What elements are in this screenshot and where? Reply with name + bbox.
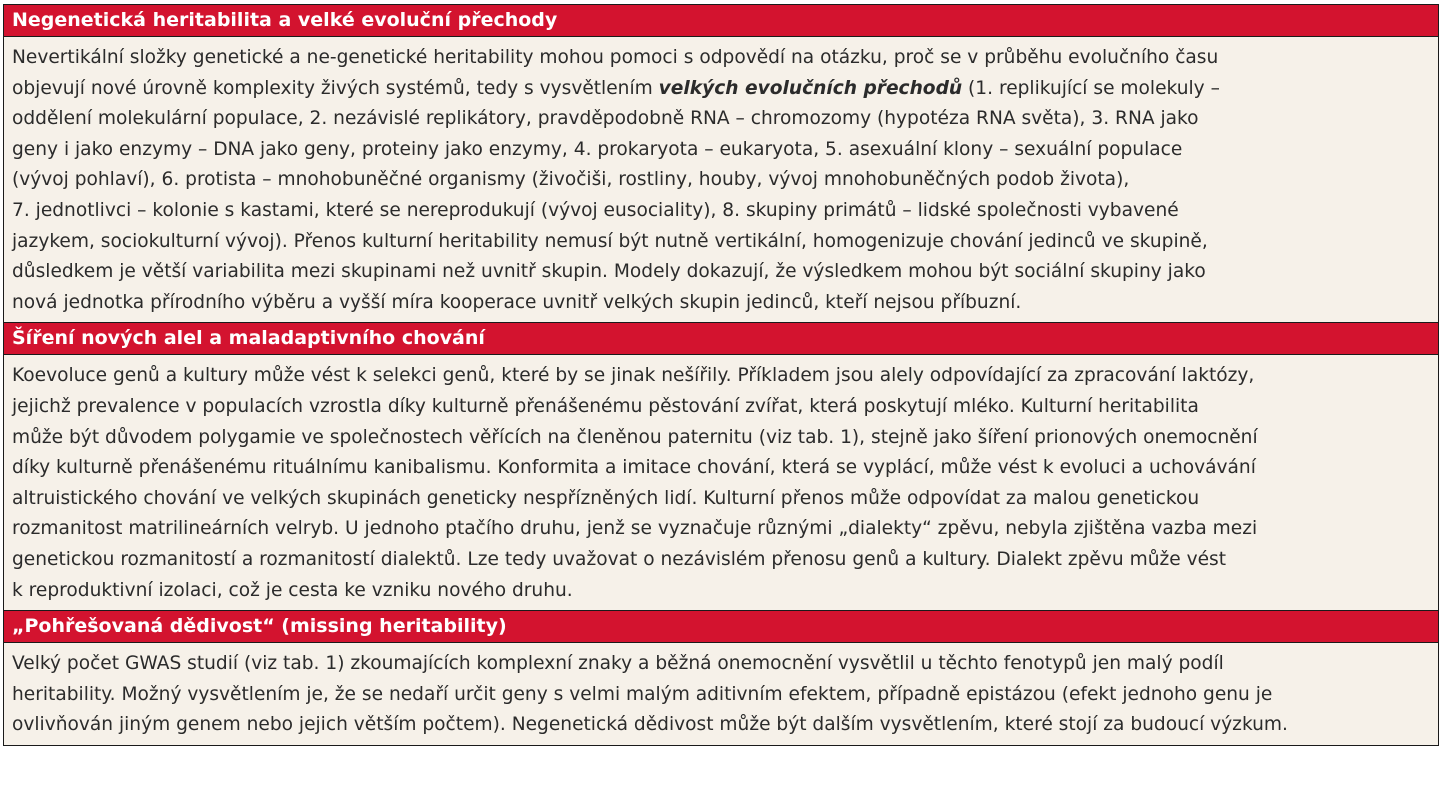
text-line: altruistického chování ve velkých skupinách geneticky nespřízněných lidí. Kulturní přenos může odpovídat za malou genetickou	[12, 487, 1200, 509]
text-line: 7. jednotlivci – kolonie s kastami, které se nereprodukují (vývoj eusociality), 8. skupiny primátů – lidské společnosti vybavené	[12, 199, 1179, 221]
text-line: jazykem, sociokulturní vývoj). Přenos kulturní heritability nemusí být nutně vertikální, homogenizuje chování jedinců ve skupině,	[12, 230, 1208, 252]
text-line: Koevoluce genů a kultury může vést k selekci genů, které by se jinak nešířily. Příkladem jsou alely odpovídající za zpracování laktózy,	[12, 365, 1255, 387]
section-title: Šíření nových alel a maladaptivního chování	[4, 323, 1438, 355]
section-title: Negenetická heritabilita a velké evoluční přechody	[4, 5, 1438, 37]
text-line: k reproduktivní izolaci, což je cesta ke vzniku nového druhu.	[12, 579, 573, 601]
text-line: důsledkem je větší variabilita mezi skupinami než uvnitř skupin. Modely dokazují, že výsledkem mohou být sociální skupiny jako	[12, 261, 1206, 283]
section-text	[4, 355, 1438, 611]
text-line: geny i jako enzymy – DNA jako geny, proteiny jako enzymy, 4. prokaryota – eukaryota, 5. asexuální klony – sexuální populace	[12, 138, 1183, 160]
text-line: jejichž prevalence v populacích vzrostla díky kulturně přenášenému pěstování zvířat, která poskytují mléko. Kulturní heritabilita	[12, 395, 1199, 417]
text-line	[12, 74, 1426, 105]
text-line: nová jednotka přírodního výběru a vyšší míra kooperace uvnitř velkých skupin jedinců, kteří nejsou příbuzní.	[12, 291, 1022, 313]
text-line: (vývoj pohlaví), 6. protista – mnohobuněčné organismy (živočiši, rostliny, houby, vývoj mnohobuněčných podob života),	[12, 169, 1130, 191]
text-line: oddělení molekulární populace, 2. nezávislé replikátory, pravděpodobně RNA – chromozomy (hypotéza RNA světa), 3. RNA jako	[12, 108, 1199, 130]
section-title: „Pohřešovaná dědivost“ (missing heritability)	[4, 611, 1438, 643]
section-negenetic-heritability	[4, 5, 1438, 323]
text-line: může být důvodem polygamie ve společnostech věřících na členěnou paternitu (viz tab. 1), stejně jako šíření prionových onemocnění	[12, 426, 1258, 448]
section-text	[4, 643, 1438, 745]
text-segment: objevují nové úrovně komplexity živých systémů, tedy s vysvětlením	[12, 77, 653, 99]
text-line: ovlivňován jiným genem nebo jejich větším počtem). Negenetická dědivost může být dalším vysvětlením, které stojí za budoucí výzkum.	[12, 714, 1288, 736]
info-box	[3, 4, 1439, 746]
text-line: díky kulturně přenášenému rituálnímu kanibalismu. Konformita a imitace chování, která se vyplácí, může vést k evoluci a uchovávání	[12, 457, 1256, 479]
text-segment: (1. replikující se molekuly –	[962, 77, 1220, 99]
text-line: Velký počet GWAS studií (viz tab. 1) zkoumajících komplexní znaky a běžná onemocnění vysvětlil u těchto fenotypů jen malý podíl	[12, 653, 1224, 675]
text-line: rozmanitost matrilineárních velryb. U jednoho ptačího druhu, jenž se vyznačuje různými „dialekty“ zpěvu, nebyla zjištěna vazba mezi	[12, 518, 1258, 540]
section-text	[4, 37, 1438, 323]
section-missing-heritability	[4, 611, 1438, 745]
text-line: Nevertikální složky genetické a ne-genetické heritability mohou pomoci s odpovědí na otázku, proč se v průběhu evolučního času	[12, 47, 1219, 68]
emphasized-term: velkých evolučních přechodů	[658, 77, 963, 99]
text-line: genetickou rozmanitostí a rozmanitostí dialektů. Lze tedy uvažovat o nezávislém přenosu genů a kultury. Dialekt zpěvu může vést	[12, 548, 1227, 570]
text-line: heritability. Možný vysvětlením je, že se nedaří určit geny s velmi malým aditivním efektem, případně epistázou (efekt jednoho genu je	[12, 683, 1273, 705]
section-new-alleles	[4, 323, 1438, 611]
